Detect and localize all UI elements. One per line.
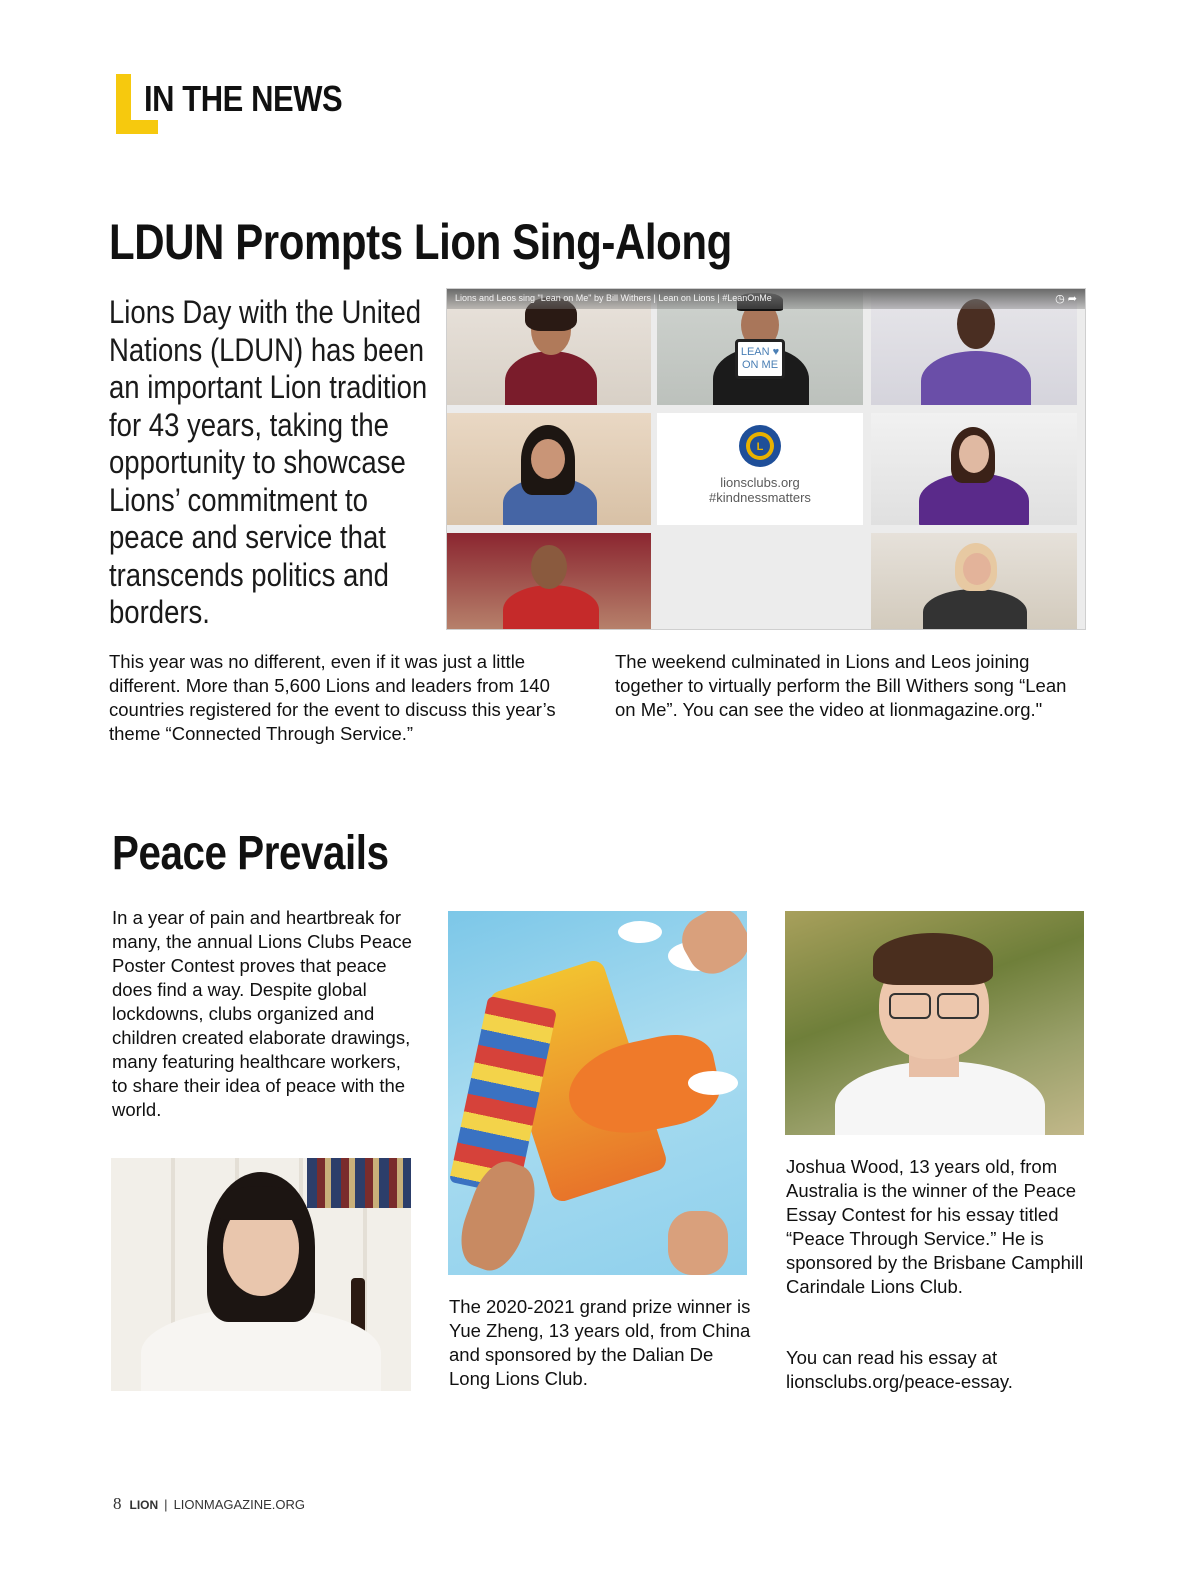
video-tile-singer-4 xyxy=(447,413,651,525)
page-number: 8 xyxy=(113,1494,122,1513)
share-icon[interactable]: ➦ xyxy=(1067,293,1077,305)
footer-site[interactable]: LIONMAGAZINE.ORG xyxy=(173,1497,306,1512)
lean-on-me-sign: LEAN ♥ ON ME xyxy=(735,339,785,379)
footer-brand: LION xyxy=(129,1498,159,1512)
caption-poster-winner: The 2020-2021 grand prize winner is Yue Zheng, 13 years old, from China and sponsored by the Dalian De Long Lions Club. xyxy=(449,1296,751,1389)
photo-peace-poster xyxy=(448,911,747,1275)
article2-headline: Peace Prevails xyxy=(112,827,389,880)
caption-essay-winner: Joshua Wood, 13 years old, from Australia is the winner of the Peace Essay Contest for his essay titled “Peace Through Service.” He is sponsored by the Brisbane Camphill Carindale Lions Club. xyxy=(786,1156,1084,1297)
photo-essay-winner xyxy=(785,911,1084,1135)
marker-bar-horizontal xyxy=(116,120,158,134)
clock-icon[interactable]: ◷ xyxy=(1055,293,1065,305)
video-title-bar xyxy=(447,289,1086,309)
article2-intro: In a year of pain and heartbreak for many, the annual Lions Clubs Peace Poster Contest proves that peace does find a way. Despite global lockdowns, clubs organized and children created elaborate drawings, many featuring healthcare workers, to share their idea of peace with the world. xyxy=(112,907,412,1120)
video-player[interactable] xyxy=(446,288,1086,630)
article1-headline: LDUN Prompts Lion Sing-Along xyxy=(109,214,732,270)
page-footer xyxy=(113,1494,305,1514)
video-tile-singer-7 xyxy=(447,533,651,630)
video-tile-singer-8 xyxy=(871,533,1077,630)
video-controls xyxy=(1055,292,1077,305)
lions-url-line1: lionsclubs.org xyxy=(720,475,800,490)
video-title: Lions and Leos sing "Lean on Me" by Bill Withers | Lean on Lions | #LeanOnMe xyxy=(455,293,772,303)
lions-logo-icon xyxy=(737,423,783,469)
article1-paragraph-1: This year was no different, even if it was just a little different. More than 5,600 Lions and leaders from 140 countries registered for the event to discuss this year’s theme “Connected Through Service.” xyxy=(109,651,556,744)
photo-poster-winner xyxy=(111,1158,411,1391)
video-tile-lions-logo xyxy=(657,413,863,525)
lions-url-text xyxy=(657,475,863,505)
section-label: IN THE NEWS xyxy=(144,78,343,119)
article1-lead: Lions Day with the United Nations (LDUN) has been an important Lion tradition for 43 years, taking the opportunity to showcase Lions’ commitment to peace and service that transcends politics and borders. xyxy=(109,294,428,630)
svg-text:L: L xyxy=(756,441,764,453)
caption-essay-link: You can read his essay at lionsclubs.org/peace-essay. xyxy=(786,1347,1013,1392)
video-tile-singer-6 xyxy=(871,413,1077,525)
lions-url-line2: #kindnessmatters xyxy=(709,490,811,505)
article1-paragraph-2: The weekend culminated in Lions and Leos joining together to virtually perform the Bill Withers song “Lean on Me”. You can see the video at lionmagazine.org." xyxy=(615,651,1067,720)
footer-separator: | xyxy=(164,1497,168,1512)
